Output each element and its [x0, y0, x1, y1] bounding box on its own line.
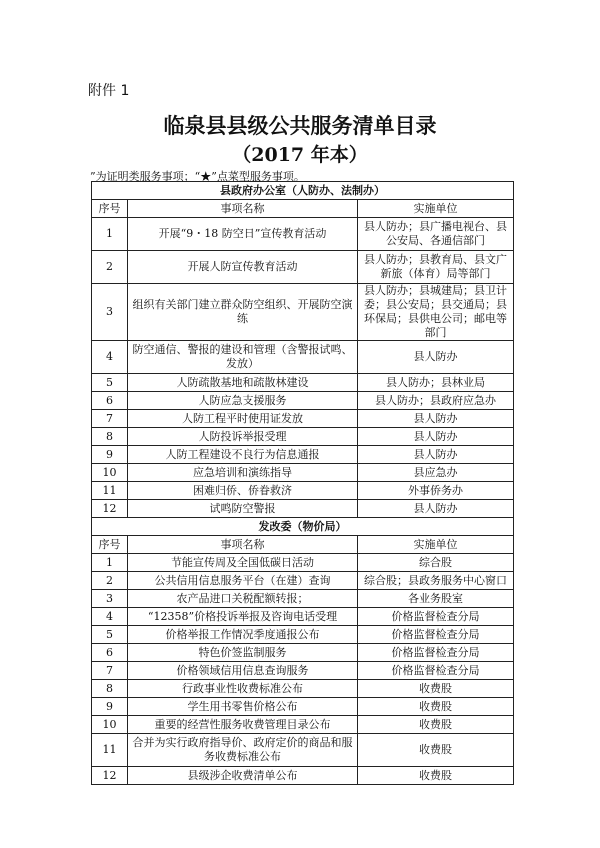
- row-no: 7: [92, 662, 128, 680]
- table-row: [92, 716, 514, 734]
- table-row: [92, 554, 514, 572]
- section-title: 发改委（物价局）: [92, 518, 514, 536]
- row-unit: 综合股；县政务服务中心窗口: [358, 572, 514, 590]
- row-unit: 县人防办: [358, 446, 514, 464]
- section-title: 县政府办公室（人防办、法制办）: [92, 182, 514, 200]
- row-name: 价格领域信用信息查询服务: [128, 662, 358, 680]
- row-name: 县级涉企收费清单公布: [128, 767, 358, 785]
- row-name: 应急培训和演练指导: [128, 464, 358, 482]
- row-unit: 价格监督检查分局: [358, 644, 514, 662]
- row-no: 6: [92, 392, 128, 410]
- row-name: “12358”价格投诉举报及咨询电话受理: [128, 608, 358, 626]
- row-name: 人防应急支援服务: [128, 392, 358, 410]
- row-unit: 县人防办；县林业局: [358, 374, 514, 392]
- row-name: 合并为实行政府指导价、政府定价的商品和服务收费标准公布: [128, 734, 358, 767]
- service-list-table: [91, 181, 514, 785]
- legend-note: ”为证明类服务事项；“★”点菜型服务事项。: [90, 170, 305, 183]
- row-no: 11: [92, 734, 128, 767]
- row-no: 4: [92, 608, 128, 626]
- row-no: 5: [92, 626, 128, 644]
- table-row: [92, 251, 514, 284]
- row-unit: 价格监督检查分局: [358, 626, 514, 644]
- row-no: 1: [92, 554, 128, 572]
- table-row: [92, 590, 514, 608]
- row-name: 人防工程平时使用证发放: [128, 410, 358, 428]
- row-no: 4: [92, 341, 128, 374]
- row-no: 10: [92, 716, 128, 734]
- table-row: [92, 662, 514, 680]
- column-header-row: [92, 536, 514, 554]
- row-unit: 综合股: [358, 554, 514, 572]
- row-name: 防空通信、警报的建设和管理（含警报试鸣、发放）: [128, 341, 358, 374]
- table-row: [92, 572, 514, 590]
- row-name: 重要的经营性服务收费管理目录公布: [128, 716, 358, 734]
- row-no: 5: [92, 374, 128, 392]
- row-unit: 价格监督检查分局: [358, 662, 514, 680]
- row-unit: 县人防办: [358, 428, 514, 446]
- row-name: 农产品进口关税配额转报；: [128, 590, 358, 608]
- table-row: [92, 482, 514, 500]
- row-unit: 县人防办；县政府应急办: [358, 392, 514, 410]
- row-unit: 收费股: [358, 716, 514, 734]
- row-name: 学生用书零售价格公布: [128, 698, 358, 716]
- row-no: 3: [92, 284, 128, 341]
- row-unit: 外事侨务办: [358, 482, 514, 500]
- row-unit: 价格监督检查分局: [358, 608, 514, 626]
- table-row: [92, 392, 514, 410]
- row-unit: 县人防办；县教育局、县文广新旅（体育）局等部门: [358, 251, 514, 284]
- table-row: [92, 428, 514, 446]
- table-row: [92, 680, 514, 698]
- row-no: 6: [92, 644, 128, 662]
- row-name: 人防工程建设不良行为信息通报: [128, 446, 358, 464]
- table-row: [92, 626, 514, 644]
- column-header-name: 事项名称: [128, 200, 358, 218]
- table-row: [92, 767, 514, 785]
- row-name: 人防投诉举报受理: [128, 428, 358, 446]
- row-unit: 县人防办: [358, 500, 514, 518]
- row-name: 组织有关部门建立群众防空组织、开展防空演练: [128, 284, 358, 341]
- row-no: 7: [92, 410, 128, 428]
- column-header-no: 序号: [92, 200, 128, 218]
- row-no: 3: [92, 590, 128, 608]
- row-unit: 县人防办；县城建局；县卫计委；县公安局；县交通局；县环保局；县供电公司；邮电等部门: [358, 284, 514, 341]
- row-name: 特色价签监制服务: [128, 644, 358, 662]
- table-row: [92, 464, 514, 482]
- table-row: [92, 218, 514, 251]
- column-header-row: [92, 200, 514, 218]
- row-unit: 县应急办: [358, 464, 514, 482]
- row-name: 行政事业性收费标准公布: [128, 680, 358, 698]
- column-header-unit: 实施单位: [358, 536, 514, 554]
- row-no: 2: [92, 251, 128, 284]
- row-name: 试鸣防空警报: [128, 500, 358, 518]
- row-no: 8: [92, 428, 128, 446]
- row-unit: 收费股: [358, 680, 514, 698]
- row-name: 公共信用信息服务平台（在建）查询: [128, 572, 358, 590]
- row-no: 2: [92, 572, 128, 590]
- table-row: [92, 734, 514, 767]
- row-name: 开展人防宣传教育活动: [128, 251, 358, 284]
- table-row: [92, 341, 514, 374]
- section-header-row: [92, 518, 514, 536]
- row-name: 困难归侨、侨眷救济: [128, 482, 358, 500]
- row-unit: 收费股: [358, 734, 514, 767]
- row-name: 节能宣传周及全国低碳日活动: [128, 554, 358, 572]
- row-name: 人防疏散基地和疏散林建设: [128, 374, 358, 392]
- row-no: 12: [92, 767, 128, 785]
- table-row: [92, 500, 514, 518]
- table-row: [92, 446, 514, 464]
- row-name: 价格举报工作情况季度通报公布: [128, 626, 358, 644]
- row-unit: 县人防办: [358, 341, 514, 374]
- row-no: 1: [92, 218, 128, 251]
- table-row: [92, 410, 514, 428]
- row-unit: 县人防办: [358, 410, 514, 428]
- row-unit: 县人防办；县广播电视台、县公安局、各通信部门: [358, 218, 514, 251]
- table-row: [92, 644, 514, 662]
- document-title: 临泉县县级公共服务清单目录: [163, 113, 437, 138]
- column-header-name: 事项名称: [128, 536, 358, 554]
- column-header-no: 序号: [92, 536, 128, 554]
- table-row: [92, 284, 514, 341]
- table-row: [92, 698, 514, 716]
- row-unit: 收费股: [358, 767, 514, 785]
- row-no: 8: [92, 680, 128, 698]
- row-name: 开展“9・18 防空日”宣传教育活动: [128, 218, 358, 251]
- document-subtitle: （2017 年本）: [232, 144, 368, 166]
- table-row: [92, 608, 514, 626]
- row-unit: 各业务股室: [358, 590, 514, 608]
- row-no: 11: [92, 482, 128, 500]
- column-header-unit: 实施单位: [358, 200, 514, 218]
- section-header-row: [92, 182, 514, 200]
- row-unit: 收费股: [358, 698, 514, 716]
- row-no: 10: [92, 464, 128, 482]
- attachment-label: 附件 1: [88, 83, 130, 99]
- row-no: 9: [92, 698, 128, 716]
- row-no: 12: [92, 500, 128, 518]
- table-row: [92, 374, 514, 392]
- row-no: 9: [92, 446, 128, 464]
